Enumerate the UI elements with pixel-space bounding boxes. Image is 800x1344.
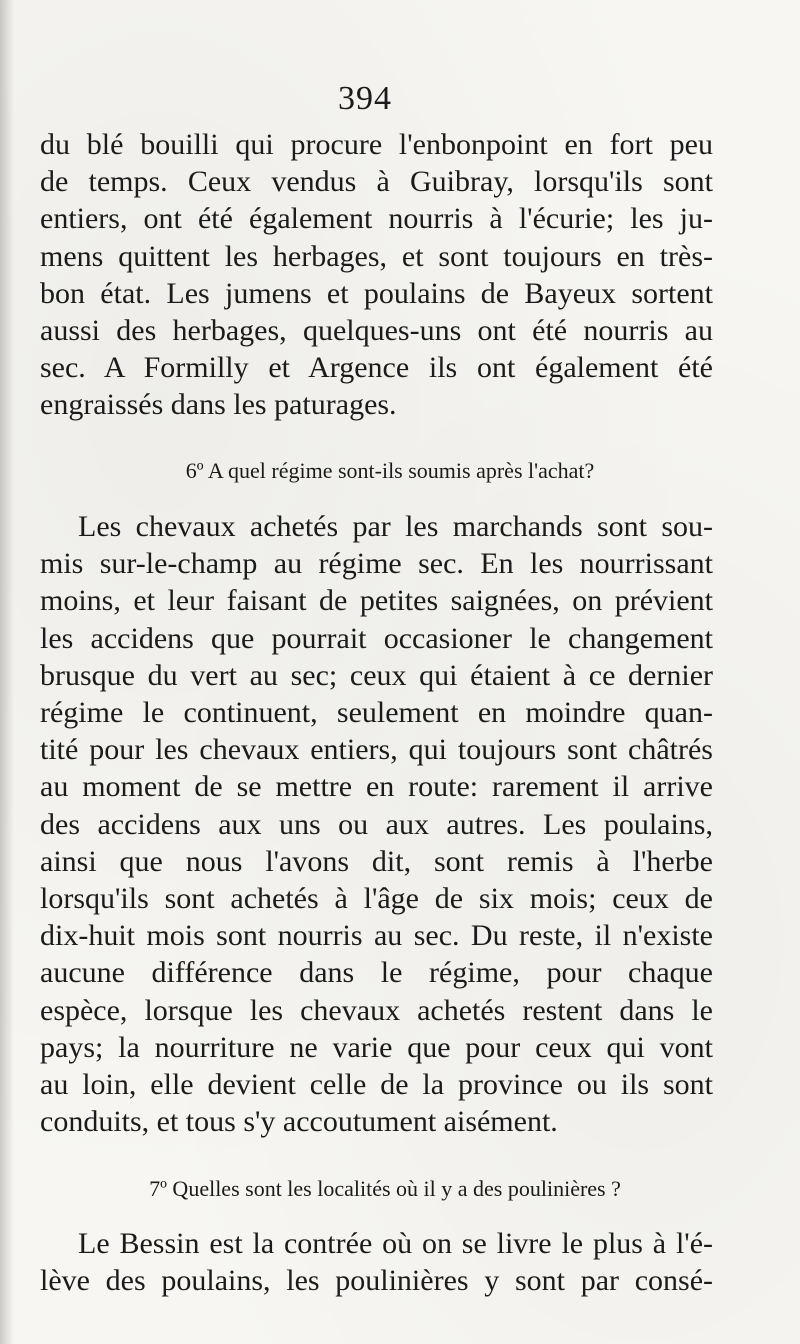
text-line: mis sur-le-champ au régime sec. En les nourrissant <box>40 547 713 581</box>
text-line: moins, et leur faisant de petites saignées, on prévient <box>40 584 713 618</box>
text-line: engraissés dans les paturages. <box>40 388 397 422</box>
text-line: ainsi que nous l'avons dit, sont remis à l'herbe <box>40 844 713 878</box>
paragraph-1 <box>40 126 713 424</box>
text-line: brusque du vert au sec; ceux qui étaient à ce dernier <box>40 658 713 692</box>
text-line: de temps. Ceux vendus à Guibray, lorsqu'ils sont <box>40 165 713 199</box>
text-line: pays; la nourriture ne varie que pour ceux qui vont <box>40 1030 713 1064</box>
text-line: tité pour les chevaux entiers, qui toujours sont châtrés <box>40 733 713 767</box>
text-line: mens quittent les herbages, et sont toujours en très- <box>40 239 713 273</box>
text-line: aussi des herbages, quelques-uns ont été nourris au <box>40 314 713 348</box>
text-line: bon état. Les jumens et poulains de Bayeux sortent <box>40 276 713 310</box>
paragraph-3 <box>40 1225 713 1299</box>
text-line: lorsqu'ils sont achetés à l'âge de six mois; ceux de <box>40 882 713 916</box>
text-line: conduits, et tous s'y accoutument aisément. <box>40 1105 558 1139</box>
text-line: les accidens que pourrait occasioner le changement <box>40 621 713 655</box>
page-number: 394 <box>338 80 392 117</box>
text-line: sec. A Formilly et Argence ils ont également été <box>40 351 713 385</box>
section-heading-7: 7º Quelles sont les localités où il y a des poulinières ? <box>149 1176 621 1201</box>
text-line: aucune différence dans le régime, pour chaque <box>40 956 713 990</box>
page-edge-shadow <box>0 0 14 1344</box>
text-line: des accidens aux uns ou aux autres. Les poulains, <box>40 807 713 841</box>
text-line: au loin, elle devient celle de la province ou ils sont <box>40 1068 713 1102</box>
text-line: Le Bessin est la contrée où on se livre le plus à l'é- <box>78 1227 713 1260</box>
text-line: dix-huit mois sont nourris au sec. Du reste, il n'existe <box>40 919 713 953</box>
paragraph-2 <box>40 508 713 1140</box>
text-line: régime le continuent, seulement en moindre quan- <box>40 696 713 730</box>
text-line: entiers, ont été également nourris à l'écurie; les ju- <box>40 202 713 236</box>
text-line: Les chevaux achetés par les marchands sont sou- <box>78 510 713 543</box>
text-line: espèce, lorsque les chevaux achetés restent dans le <box>40 993 713 1027</box>
text-line: du blé bouilli qui procure l'enbonpoint en fort peu <box>40 128 713 161</box>
text-line: au moment de se mettre en route: rarement il arrive <box>40 770 713 804</box>
text-line: lève des poulains, les poulinières y sont par consé- <box>40 1264 713 1298</box>
section-heading-6: 6º A quel régime sont-ils soumis après l'achat? <box>185 458 595 483</box>
